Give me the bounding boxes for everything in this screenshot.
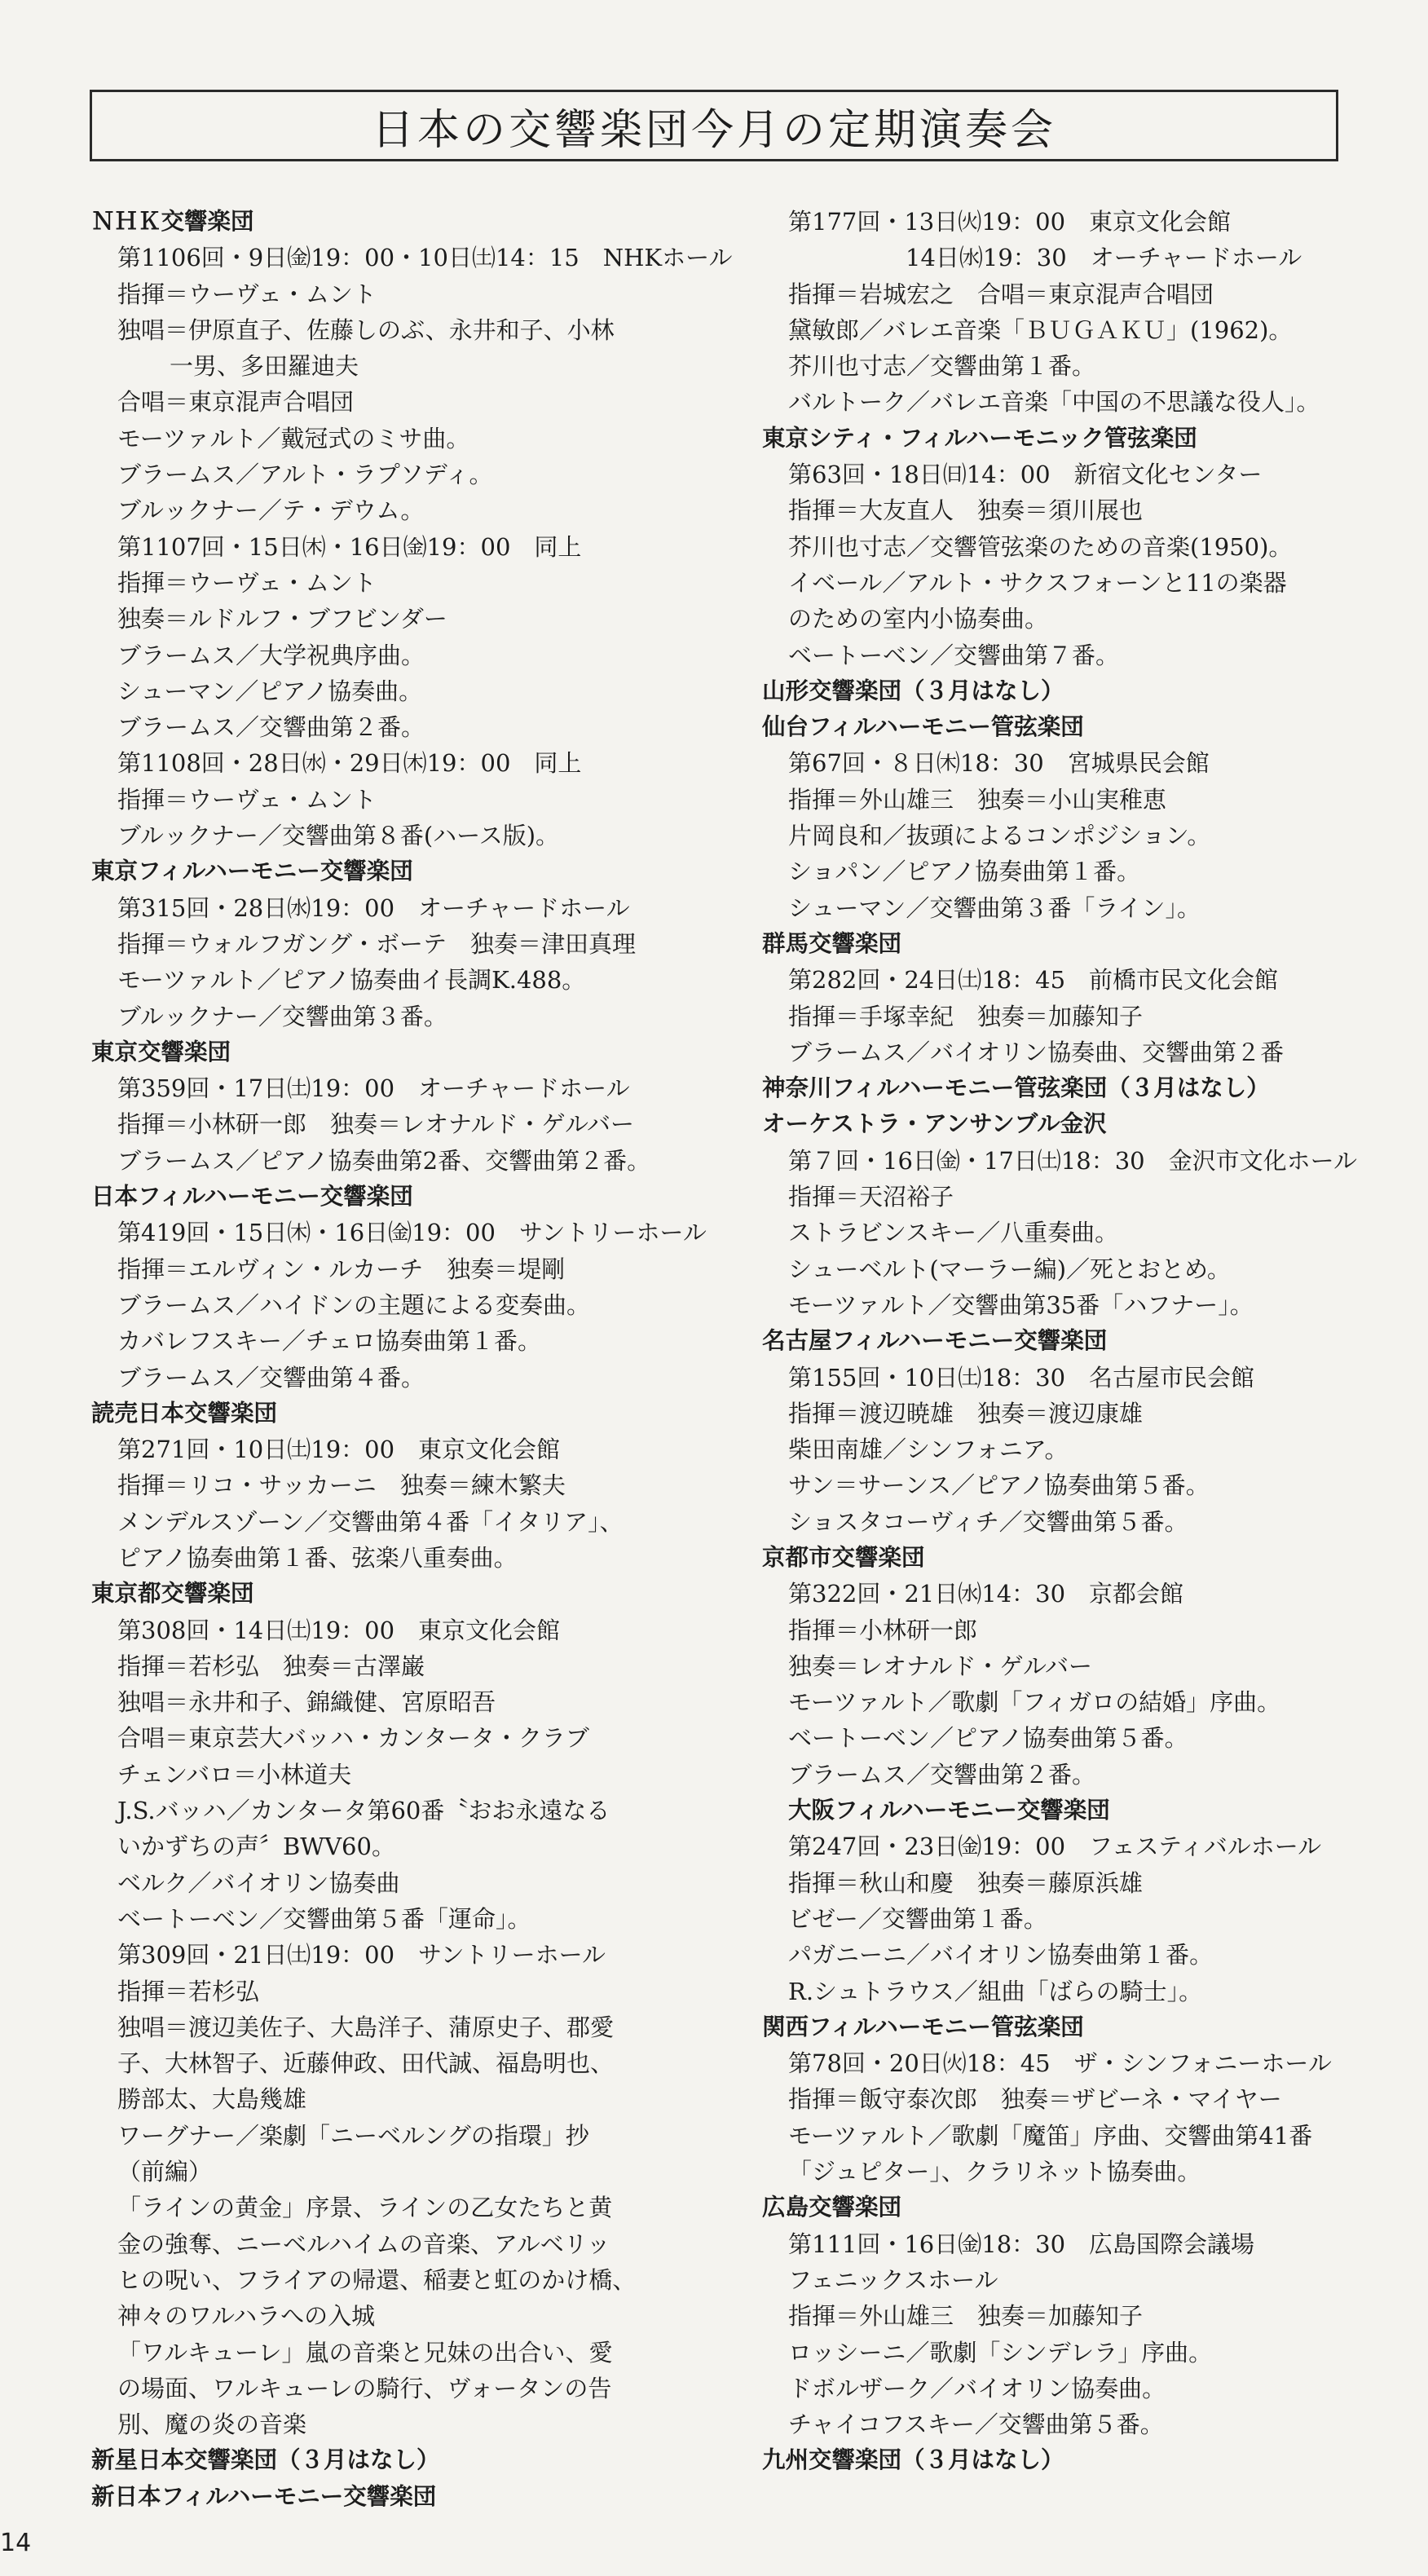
page-title: 日本の交響楽団今月の定期演奏会 (90, 90, 1338, 161)
concert-detail-line: 独唱＝永井和子、錦織健、宮原昭吾 (117, 1688, 496, 1717)
concert-detail-line: 第７回・16日㈮・17日㈯18：30 金沢市文化ホール (788, 1146, 1357, 1175)
concert-detail-line: ベートーベン／交響曲第７番。 (788, 641, 1120, 669)
concert-detail-line: 黛敏郎／バレエ音楽「ＢＵＧＡＫＵ」(1962)。 (788, 315, 1293, 344)
orchestra-heading: 仙台フィルハーモニー管弦楽団 (762, 713, 1084, 741)
concert-detail-line: ブルックナー／交響曲第３番。 (117, 1002, 447, 1030)
concert-detail-line: カバレフスキー／チェロ協奏曲第１番。 (117, 1327, 541, 1356)
concert-detail-line: 第1107回・15日㈭・16日㈮19：00 同上 (117, 532, 582, 561)
concert-detail-line: 独奏＝ルドルフ・ブフビンダー (117, 605, 447, 633)
concert-detail-line: 指揮＝若杉弘 独奏＝古澤巌 (117, 1652, 425, 1680)
concert-detail-line: イベール／アルト・サクスフォーンと11の楽器 (788, 568, 1287, 597)
orchestra-heading: 大阪フィルハーモニー交響楽団 (788, 1797, 1110, 1824)
left-column (91, 204, 743, 2515)
concert-detail-line: 第67回・８日㈭18：30 宮城県民会館 (788, 749, 1210, 778)
concert-detail-line: 指揮＝リコ・サッカーニ 独奏＝練木繁夫 (117, 1471, 566, 1500)
orchestra-heading: 名古屋フィルハーモニー交響楽団 (762, 1327, 1108, 1355)
concert-detail-line: いかずちの声〞BWV60。 (117, 1833, 395, 1861)
concert-detail-line: 指揮＝外山雄三 独奏＝加藤知子 (788, 2302, 1144, 2331)
concert-detail-line: 芥川也寸志／交響曲第１番。 (788, 352, 1096, 381)
orchestra-heading: オーケストラ・アンサンブル金沢 (762, 1110, 1107, 1138)
concert-detail-line: 指揮＝天沼裕子 (788, 1183, 954, 1211)
concert-detail-line: ブラームス／交響曲第２番。 (117, 713, 425, 742)
concert-detail-line: のための室内小協奏曲。 (788, 605, 1049, 633)
concert-detail-line: 一男、多田羅迪夫 (170, 352, 359, 381)
concert-detail-line: 指揮＝エルヴィン・ルカーチ 独奏＝堤剛 (117, 1255, 566, 1283)
concert-detail-line: ベートーベン／交響曲第５番「運命」。 (117, 1904, 531, 1933)
concert-detail-line: 神々のワルハラへの入城 (117, 2302, 376, 2331)
concert-detail-line: 第315回・28日㈬19：00 オーチャードホール (117, 893, 630, 922)
concert-detail-line: 指揮＝ウォルフガング・ボーテ 独奏＝津田真理 (117, 929, 636, 958)
concert-detail-line: 合唱＝東京混声合唱団 (117, 388, 355, 417)
orchestra-heading: 読売日本交響楽団 (91, 1399, 278, 1427)
concert-detail-line: ショスタコーヴィチ／交響曲第５番。 (788, 1507, 1188, 1536)
concert-detail-line: 第419回・15日㈭・16日㈮19：00 サントリーホール (117, 1219, 707, 1247)
concert-detail-line: ベートーベン／ピアノ協奏曲第５番。 (788, 1724, 1188, 1753)
concert-detail-line: モーツァルト／戴冠式のミサ曲。 (117, 424, 470, 452)
orchestra-heading: 群馬交響楽団 (762, 929, 902, 957)
concert-detail-line: 合唱＝東京芸大バッハ・カンタータ・クラブ (117, 1724, 589, 1753)
orchestra-heading: 九州交響楽団（３月はなし） (762, 2446, 1064, 2474)
orchestra-heading: ＮＨＫ交響楽団 (91, 208, 254, 235)
concert-detail-line: 第111回・16日㈮18：30 広島国際会議場 (788, 2230, 1255, 2258)
concert-detail-line: 「ワルキューレ」嵐の音楽と兄妹の出合い、愛 (117, 2338, 613, 2366)
concert-detail-line: 指揮＝若杉弘 (117, 1977, 260, 2005)
concert-detail-line: 第247回・23日㈮19：00 フェスティバルホール (788, 1833, 1322, 1861)
concert-detail-line: モーツァルト／ピアノ協奏曲イ長調K.488。 (117, 966, 586, 995)
concert-detail-line: の場面、ワルキューレの騎行、ヴォータンの告 (117, 2374, 612, 2402)
orchestra-heading: 日本フィルハーモニー交響楽団 (91, 1183, 413, 1211)
concert-detail-line: 別、魔の炎の音楽 (117, 2411, 307, 2439)
concert-detail-line: 第308回・14日㈯19：00 東京文化会館 (117, 1616, 561, 1644)
concert-detail-line: ピアノ協奏曲第１番、弦楽八重奏曲。 (117, 1543, 518, 1572)
orchestra-heading: 関西フィルハーモニー管弦楽団 (762, 2013, 1084, 2040)
concert-detail-line: ドボルザーク／バイオリン協奏曲。 (788, 2374, 1166, 2402)
concert-detail-line: ビゼー／交響曲第１番。 (788, 1904, 1047, 1933)
concert-detail-line: 第282回・24日㈯18：45 前橋市民文化会館 (788, 966, 1279, 995)
concert-detail-line: 独唱＝渡辺美佐子、大島洋子、蒲原史子、郡愛 (117, 2013, 615, 2041)
concert-detail-line: （前編） (117, 2158, 213, 2186)
concert-detail-line: ブラームス／交響曲第４番。 (117, 1363, 425, 1392)
orchestra-heading: 東京フィルハーモニー交響楽団 (91, 858, 413, 885)
orchestra-heading: 東京シティ・フィルハーモニック管弦楽団 (762, 424, 1197, 452)
concert-detail-line: 指揮＝秋山和慶 独奏＝藤原浜雄 (788, 1868, 1144, 1897)
concert-detail-line: ブラームス／ハイドンの主題による変奏曲。 (117, 1290, 591, 1319)
concert-detail-line: チャイコフスキー／交響曲第５番。 (788, 2411, 1164, 2439)
concert-detail-line: 指揮＝ウーヴェ・ムント (117, 785, 377, 814)
concert-detail-line: 第359回・17日㈯19：00 オーチャードホール (117, 1074, 630, 1103)
concert-detail-line: 芥川也寸志／交響管弦楽のための音楽(1950)。 (788, 532, 1293, 561)
concert-detail-line: モーツァルト／歌劇「魔笛」序曲、交響曲第41番 (788, 2121, 1313, 2150)
concert-detail-line: バルトーク／バレエ音楽「中国の不思議な役人」。 (788, 388, 1320, 417)
concert-detail-line: 14日㈬19：30 オーチャードホール (906, 244, 1302, 272)
concert-detail-line: 指揮＝外山雄三 独奏＝小山実稚恵 (788, 785, 1167, 814)
orchestra-heading: 新星日本交響楽団（３月はなし） (91, 2446, 440, 2474)
orchestra-heading: 広島交響楽団 (762, 2194, 902, 2221)
concert-detail-line: 第1108回・28日㈬・29日㈭19：00 同上 (117, 749, 582, 778)
concert-detail-line: 第78回・20日㈫18：45 ザ・シンフォニーホール (788, 2049, 1332, 2078)
concert-detail-line: 指揮＝小林研一郎 (788, 1616, 978, 1644)
orchestra-heading: 東京都交響楽団 (91, 1580, 254, 1608)
concert-detail-line: 指揮＝ウーヴェ・ムント (117, 280, 377, 308)
concert-detail-line: 「ジュピター」、クラリネット協奏曲。 (788, 2158, 1201, 2186)
concert-detail-line: 指揮＝渡辺暁雄 独奏＝渡辺康雄 (788, 1399, 1144, 1427)
concert-detail-line: 指揮＝大友直人 独奏＝須川展也 (788, 496, 1144, 525)
orchestra-heading: 京都市交響楽団 (762, 1543, 925, 1571)
concert-detail-line: 指揮＝飯守泰次郎 独奏＝ザビーネ・マイヤー (788, 2085, 1282, 2114)
concert-detail-line: 独奏＝レオナルド・ゲルバー (788, 1652, 1092, 1680)
concert-detail-line: ブラームス／アルト・ラプソディ。 (117, 461, 493, 489)
concert-detail-line: 第271回・10日㈯19：00 東京文化会館 (117, 1436, 561, 1464)
concert-detail-line: 子、大林智子、近藤伸政、田代誠、福島明也、 (117, 2049, 615, 2078)
concert-detail-line: 指揮＝岩城宏之 合唱＝東京混声合唱団 (788, 280, 1214, 308)
concert-detail-line: 指揮＝小林研一郎 独奏＝レオナルド・ゲルバー (117, 1110, 634, 1139)
concert-detail-line: 独唱＝伊原直子、佐藤しのぶ、永井和子、小林 (117, 315, 615, 344)
concert-detail-line: メンデルスゾーン／交響曲第４番「イタリア」、 (117, 1507, 624, 1536)
concert-detail-line: ベルク／バイオリン協奏曲 (117, 1868, 400, 1897)
concert-detail-line: ブルックナー／テ・デウム。 (117, 496, 425, 525)
concert-detail-line: R.シュトラウス／組曲「ばらの騎士」。 (788, 1977, 1203, 2005)
concert-detail-line: ブラームス／ピアノ協奏曲第2番、交響曲第２番。 (117, 1146, 651, 1175)
concert-detail-line: 柴田南雄／シンフォニア。 (788, 1436, 1069, 1464)
orchestra-heading: 新日本フィルハーモニー交響楽団 (91, 2482, 437, 2510)
concert-detail-line: ブルックナー／交響曲第８番(ハース版)。 (117, 822, 560, 850)
concert-detail-line: 第322回・21日㈬14：30 京都会館 (788, 1580, 1184, 1608)
concert-detail-line: ストラビンスキー／八重奏曲。 (788, 1219, 1119, 1247)
concert-detail-line: チェンバロ＝小林道夫 (117, 1760, 352, 1789)
concert-detail-line: ロッシーニ／歌劇「シンデレラ」序曲。 (788, 2338, 1213, 2366)
concert-detail-line: パガニーニ／バイオリン協奏曲第１番。 (788, 1941, 1214, 1969)
concert-detail-line: 第1106回・9日㈮19：00・10日㈯14：15 NHKホール (117, 244, 733, 272)
concert-detail-line: 「ラインの黄金」序景、ラインの乙女たちと黄 (117, 2194, 613, 2222)
concert-detail-line: 金の強奪、ニーベルハイムの音楽、アルベリッ (117, 2230, 610, 2258)
concert-detail-line: ショパン／ピアノ協奏曲第１番。 (788, 858, 1141, 886)
concert-detail-line: 指揮＝手塚幸紀 独奏＝加藤知子 (788, 1002, 1144, 1030)
concert-detail-line: サン＝サーンス／ピアノ協奏曲第５番。 (788, 1471, 1210, 1500)
orchestra-heading: 東京交響楽団 (91, 1038, 231, 1065)
concert-detail-line: フェニックスホール (788, 2265, 998, 2294)
concert-detail-line: シューマン／交響曲第３番「ライン」。 (788, 893, 1201, 922)
concert-detail-line: ワーグナー／楽劇「ニーベルングの指環」抄 (117, 2121, 589, 2150)
concert-detail-line: 第155回・10日㈯18：30 名古屋市民会館 (788, 1363, 1255, 1392)
concert-detail-line: ブラームス／バイオリン協奏曲、交響曲第２番 (788, 1038, 1285, 1066)
concert-detail-line: シューベルト(マーラー編)／死とおとめ。 (788, 1255, 1231, 1283)
concert-detail-line: J.S.バッハ／カンタータ第60番〝おお永遠なる (117, 1797, 610, 1825)
page-number: 14 (0, 2529, 32, 2557)
concert-detail-line: シューマン／ピアノ協奏曲。 (117, 677, 423, 705)
concert-detail-line: 第309回・21日㈯19：00 サントリーホール (117, 1941, 606, 1969)
concert-detail-line: ブラームス／交響曲第２番。 (788, 1760, 1096, 1789)
concert-detail-line: モーツァルト／交響曲第35番「ハフナー」。 (788, 1290, 1254, 1319)
concert-detail-line: 第63回・18日㈰14：00 新宿文化センター (788, 461, 1263, 489)
concert-detail-line: 指揮＝ウーヴェ・ムント (117, 568, 377, 597)
orchestra-heading: 山形交響楽団（３月はなし） (762, 677, 1064, 704)
concert-detail-line: 第177回・13日㈫19：00 東京文化会館 (788, 208, 1232, 236)
concert-detail-line: ブラームス／大学祝典序曲。 (117, 641, 425, 669)
orchestra-heading: 神奈川フィルハーモニー管弦楽団（３月はなし） (762, 1074, 1270, 1102)
concert-detail-line: 片岡良和／抜頭によるコンポジション。 (788, 822, 1211, 850)
right-column (762, 204, 1357, 2479)
concert-detail-line: 勝部太、大島幾雄 (117, 2085, 307, 2114)
concert-detail-line: ヒの呪い、フライアの帰還、稲妻と虹のかけ橋、 (117, 2265, 637, 2294)
concert-detail-line: モーツァルト／歌劇「フィガロの結婚」序曲。 (788, 1688, 1281, 1717)
